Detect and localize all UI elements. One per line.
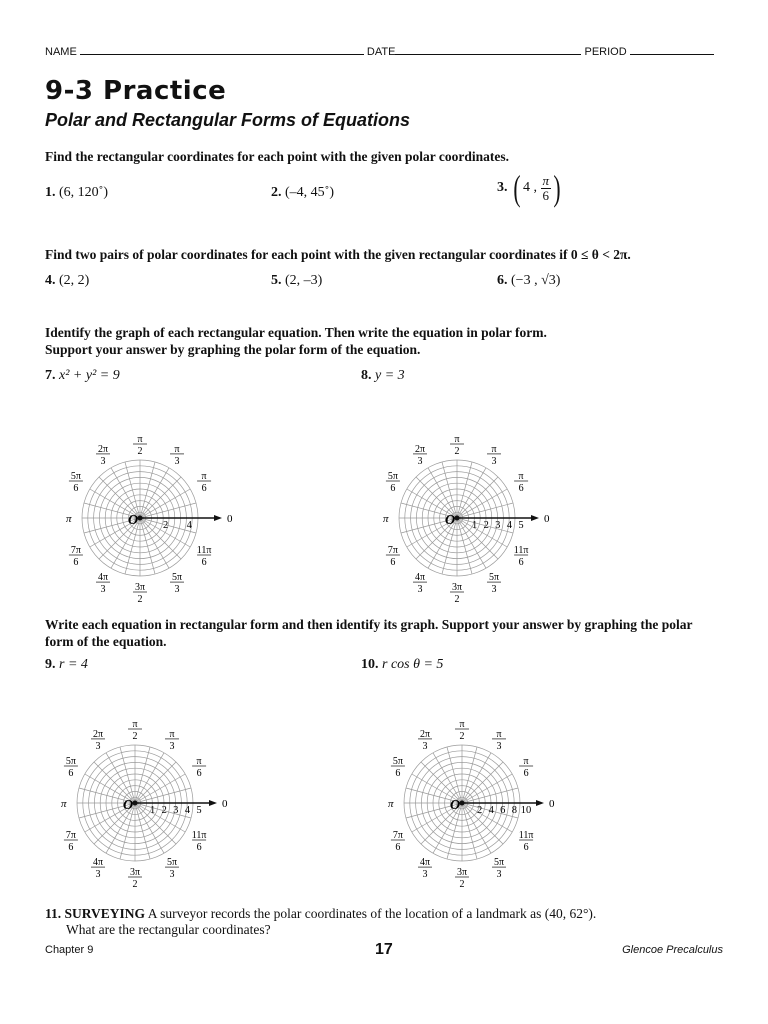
angle-label-pi-over-6: [514, 471, 528, 494]
angle-label-3pi-over-2: [133, 582, 147, 605]
angle-label-denominator: 6: [523, 768, 529, 779]
angle-label-3pi-over-2: [455, 867, 469, 890]
angle-label-numerator: 4π: [92, 857, 104, 869]
angle-label-denominator: 3: [491, 584, 497, 596]
date-field[interactable]: [395, 54, 581, 55]
angle-label-denominator: 2: [132, 879, 138, 890]
angle-label-4pi-over-3: [418, 857, 432, 880]
angle-label-pi: π: [61, 798, 67, 810]
angle-label-numerator: 5π: [392, 756, 403, 767]
angle-label-denominator: 3: [174, 455, 180, 467]
angle-label-denominator: 3: [174, 584, 180, 596]
angle-label-numerator: π: [518, 471, 524, 482]
angle-label-numerator: π: [491, 443, 497, 455]
tick-label: 2: [161, 805, 167, 816]
angle-label-11pi-over-6: [514, 545, 529, 568]
tick-label: 10: [520, 805, 532, 816]
angle-label-numerator: 2π: [419, 728, 431, 740]
angle-label-3pi-over-2: [450, 582, 464, 605]
problem-5: 5. (2, –3): [271, 273, 323, 288]
period-label: PERIOD: [584, 46, 627, 58]
angle-label-denominator: 2: [137, 446, 143, 457]
angle-label-numerator: 2π: [92, 728, 104, 740]
angle-label-denominator: 6: [196, 842, 202, 853]
section3-instruction-2: Support your answer by graphing the polar form of the equation.: [45, 342, 421, 357]
problem-2: 2. (–4, 45˚): [271, 185, 334, 200]
tick-label: 2: [162, 520, 169, 531]
angle-label-denominator: 3: [100, 584, 106, 596]
angle-label-numerator: 2π: [414, 443, 426, 455]
angle-label-5pi-over-3: [492, 857, 506, 880]
origin-label: O: [445, 513, 456, 528]
angle-label-numerator: 11π: [196, 545, 212, 556]
angle-label-numerator: 5π: [488, 572, 500, 584]
angle-label-numerator: 2π: [97, 443, 109, 455]
problem-9: 9. r = 4: [45, 657, 88, 672]
date-label: DATE: [366, 46, 396, 58]
angle-label-denominator: 2: [459, 879, 465, 890]
problem-8: 8. y = 3: [361, 368, 405, 383]
polar-grid-problem-7[interactable]: [58, 420, 238, 610]
angle-label-denominator: 6: [201, 557, 207, 568]
angle-label-5pi-over-6: [64, 756, 78, 779]
angle-label-denominator: 6: [68, 768, 74, 779]
angle-label-zero: 0: [222, 798, 228, 810]
angle-label-pi: π: [66, 513, 72, 525]
period-field[interactable]: [630, 54, 714, 55]
angle-label-numerator: 7π: [70, 545, 81, 556]
angle-label-pi-over-3: [492, 729, 506, 752]
polar-axis-arrow: [214, 515, 222, 521]
angle-label-2pi-over-3: [91, 729, 105, 752]
angle-label-7pi-over-6: [386, 545, 400, 568]
angle-label-4pi-over-3: [91, 857, 105, 880]
angle-label-numerator: 7π: [392, 830, 403, 841]
angle-label-7pi-over-6: [64, 830, 78, 853]
tick-label: 5: [518, 520, 524, 531]
angle-label-denominator: 2: [137, 594, 143, 605]
angle-label-numerator: π: [137, 434, 143, 445]
angle-label-numerator: π: [496, 728, 502, 740]
angle-label-pi-over-6: [192, 756, 206, 779]
angle-label-11pi-over-6: [519, 830, 534, 853]
angle-label-numerator: π: [132, 719, 138, 730]
angle-label-numerator: 5π: [171, 572, 183, 584]
angle-label-2pi-over-3: [418, 729, 432, 752]
problem-1: 1. (6, 120˚): [45, 185, 108, 200]
angle-label-pi: π: [388, 798, 394, 810]
angle-label-denominator: 2: [454, 594, 460, 605]
tick-label: 3: [495, 520, 501, 531]
problem-10: 10. r cos θ = 5: [361, 657, 444, 672]
angle-label-pi-over-2: [128, 719, 142, 742]
angle-label-numerator: 5π: [70, 471, 81, 482]
angle-label-11pi-over-6: [197, 545, 212, 568]
angle-label-numerator: 4π: [414, 572, 426, 584]
angle-label-numerator: 4π: [419, 857, 431, 869]
angle-label-denominator: 6: [523, 842, 529, 853]
angle-label-numerator: π: [169, 728, 175, 740]
angle-label-denominator: 3: [169, 740, 175, 752]
angle-label-4pi-over-3: [413, 572, 427, 595]
angle-label-pi-over-2: [455, 719, 469, 742]
angle-label-numerator: 11π: [518, 830, 534, 841]
tick-label: 1: [471, 520, 478, 531]
angle-label-pi-over-2: [450, 434, 464, 457]
page-number: 17: [375, 941, 393, 958]
section2-instruction: Find two pairs of polar coordinates for each point with the given rectangular coordinates if 0 ≤ θ < 2π.: [45, 247, 631, 262]
tick-label: 4: [184, 805, 191, 816]
angle-label-denominator: 3: [422, 869, 428, 881]
polar-grid-problem-9[interactable]: [53, 705, 233, 895]
angle-label-numerator: 3π: [456, 867, 468, 878]
origin-label: O: [128, 513, 139, 528]
tick-label: 5: [196, 805, 202, 816]
angle-label-denominator: 6: [390, 483, 396, 494]
angle-label-numerator: π: [459, 719, 465, 730]
section4-instruction-2: form of the equation.: [45, 634, 167, 649]
angle-label-denominator: 3: [417, 584, 423, 596]
angle-label-zero: 0: [549, 798, 555, 810]
angle-label-denominator: 6: [518, 557, 524, 568]
tick-label: 6: [500, 805, 506, 816]
angle-label-numerator: 3π: [451, 582, 463, 593]
angle-label-numerator: π: [523, 756, 529, 767]
angle-label-pi-over-3: [165, 729, 179, 752]
tick-label: 4: [488, 805, 494, 816]
angle-label-denominator: 3: [100, 455, 106, 467]
angle-label-numerator: 11π: [513, 545, 529, 556]
angle-label-2pi-over-3: [413, 444, 427, 467]
page-title: 9-3 Practice: [45, 76, 227, 106]
angle-label-3pi-over-2: [128, 867, 142, 890]
problem-3: 3. ( 4 , $\frac{\pi}{6}$ ): [497, 168, 561, 208]
angle-label-pi-over-3: [487, 444, 501, 467]
angle-label-5pi-over-6: [69, 471, 83, 494]
angle-label-pi-over-2: [133, 434, 147, 457]
angle-label-pi-over-6: [519, 756, 533, 779]
pole-dot: [460, 801, 465, 806]
name-label: NAME: [45, 46, 77, 58]
footer-chapter: Chapter 9: [45, 944, 94, 956]
angle-label-denominator: 6: [73, 557, 79, 568]
angle-label-denominator: 6: [390, 557, 396, 568]
name-field[interactable]: [80, 54, 364, 55]
angle-label-denominator: 3: [417, 455, 423, 467]
angle-label-denominator: 6: [73, 483, 79, 494]
angle-label-denominator: 6: [395, 842, 401, 853]
angle-label-4pi-over-3: [96, 572, 110, 595]
tick-label: 2: [483, 520, 489, 531]
polar-axis-arrow: [531, 515, 539, 521]
angle-label-7pi-over-6: [391, 830, 405, 853]
angle-label-zero: 0: [544, 513, 550, 525]
footer-book: Glencoe Precalculus: [622, 944, 723, 956]
angle-label-5pi-over-3: [165, 857, 179, 880]
angle-label-denominator: 6: [395, 768, 401, 779]
angle-label-numerator: 4π: [97, 572, 109, 584]
angle-label-denominator: 6: [196, 768, 202, 779]
angle-label-2pi-over-3: [96, 444, 110, 467]
problem-11: 11. SURVEYING A surveyor records the polar coordinates of the location of a landmark as (40, 62°).: [45, 906, 597, 921]
angle-label-denominator: 6: [68, 842, 74, 853]
tick-label: 1: [149, 805, 156, 816]
angle-label-denominator: 3: [95, 869, 101, 881]
angle-label-numerator: 3π: [129, 867, 141, 878]
origin-label: O: [123, 798, 134, 813]
angle-label-denominator: 3: [496, 740, 502, 752]
angle-label-denominator: 2: [454, 446, 460, 457]
page-subtitle: Polar and Rectangular Forms of Equations: [45, 110, 411, 130]
angle-label-numerator: 7π: [387, 545, 398, 556]
angle-label-pi-over-3: [170, 444, 184, 467]
angle-label-denominator: 6: [201, 483, 207, 494]
angle-label-pi-over-6: [197, 471, 211, 494]
angle-label-numerator: π: [196, 756, 202, 767]
pole-dot: [138, 516, 143, 521]
polar-axis-arrow: [209, 800, 217, 806]
angle-label-5pi-over-6: [391, 756, 405, 779]
tick-label: 2: [476, 805, 483, 816]
angle-label-denominator: 3: [169, 869, 175, 881]
tick-label: 3: [173, 805, 179, 816]
angle-label-denominator: 2: [459, 731, 465, 742]
angle-label-numerator: π: [201, 471, 207, 482]
problem-11-line2: What are the rectangular coordinates?: [66, 922, 271, 937]
tick-label: 4: [186, 520, 192, 531]
polar-grid-problem-10[interactable]: [380, 705, 560, 895]
angle-label-numerator: 5π: [387, 471, 398, 482]
polar-axis-arrow: [536, 800, 544, 806]
angle-label-denominator: 3: [496, 869, 502, 881]
origin-label: O: [450, 798, 461, 813]
pole-dot: [133, 801, 138, 806]
angle-label-zero: 0: [227, 513, 233, 525]
angle-label-denominator: 3: [491, 455, 497, 467]
angle-label-numerator: 7π: [65, 830, 76, 841]
angle-label-5pi-over-6: [386, 471, 400, 494]
angle-label-5pi-over-3: [487, 572, 501, 595]
angle-label-denominator: 3: [422, 740, 428, 752]
angle-label-numerator: 5π: [493, 857, 505, 869]
pole-dot: [455, 516, 460, 521]
polar-grid-problem-8[interactable]: [375, 420, 555, 610]
section1-instruction: Find the rectangular coordinates for each point with the given polar coordinates.: [45, 149, 509, 164]
angle-label-7pi-over-6: [69, 545, 83, 568]
problem-7: 7. x² + y² = 9: [45, 368, 120, 383]
angle-label-numerator: 11π: [191, 830, 207, 841]
angle-label-5pi-over-3: [170, 572, 184, 595]
angle-label-numerator: 5π: [65, 756, 76, 767]
angle-label-numerator: π: [174, 443, 180, 455]
angle-label-numerator: 3π: [134, 582, 146, 593]
angle-label-denominator: 6: [518, 483, 524, 494]
angle-label-numerator: 5π: [166, 857, 178, 869]
header-line: [45, 46, 725, 58]
angle-label-11pi-over-6: [192, 830, 207, 853]
tick-label: 4: [506, 520, 513, 531]
tick-label: 8: [511, 805, 518, 816]
angle-label-pi: π: [383, 513, 389, 525]
problem-4: 4. (2, 2): [45, 273, 90, 288]
section3-instruction-1: Identify the graph of each rectangular equation. Then write the equation in polar form.: [45, 325, 547, 340]
problem-6: 6. (−3 , √3): [497, 273, 561, 288]
angle-label-numerator: π: [454, 434, 460, 445]
angle-label-denominator: 3: [95, 740, 101, 752]
section4-instruction-1: Write each equation in rectangular form and then identify its graph. Support your answer by graphing the polar: [45, 617, 693, 632]
angle-label-denominator: 2: [132, 731, 138, 742]
